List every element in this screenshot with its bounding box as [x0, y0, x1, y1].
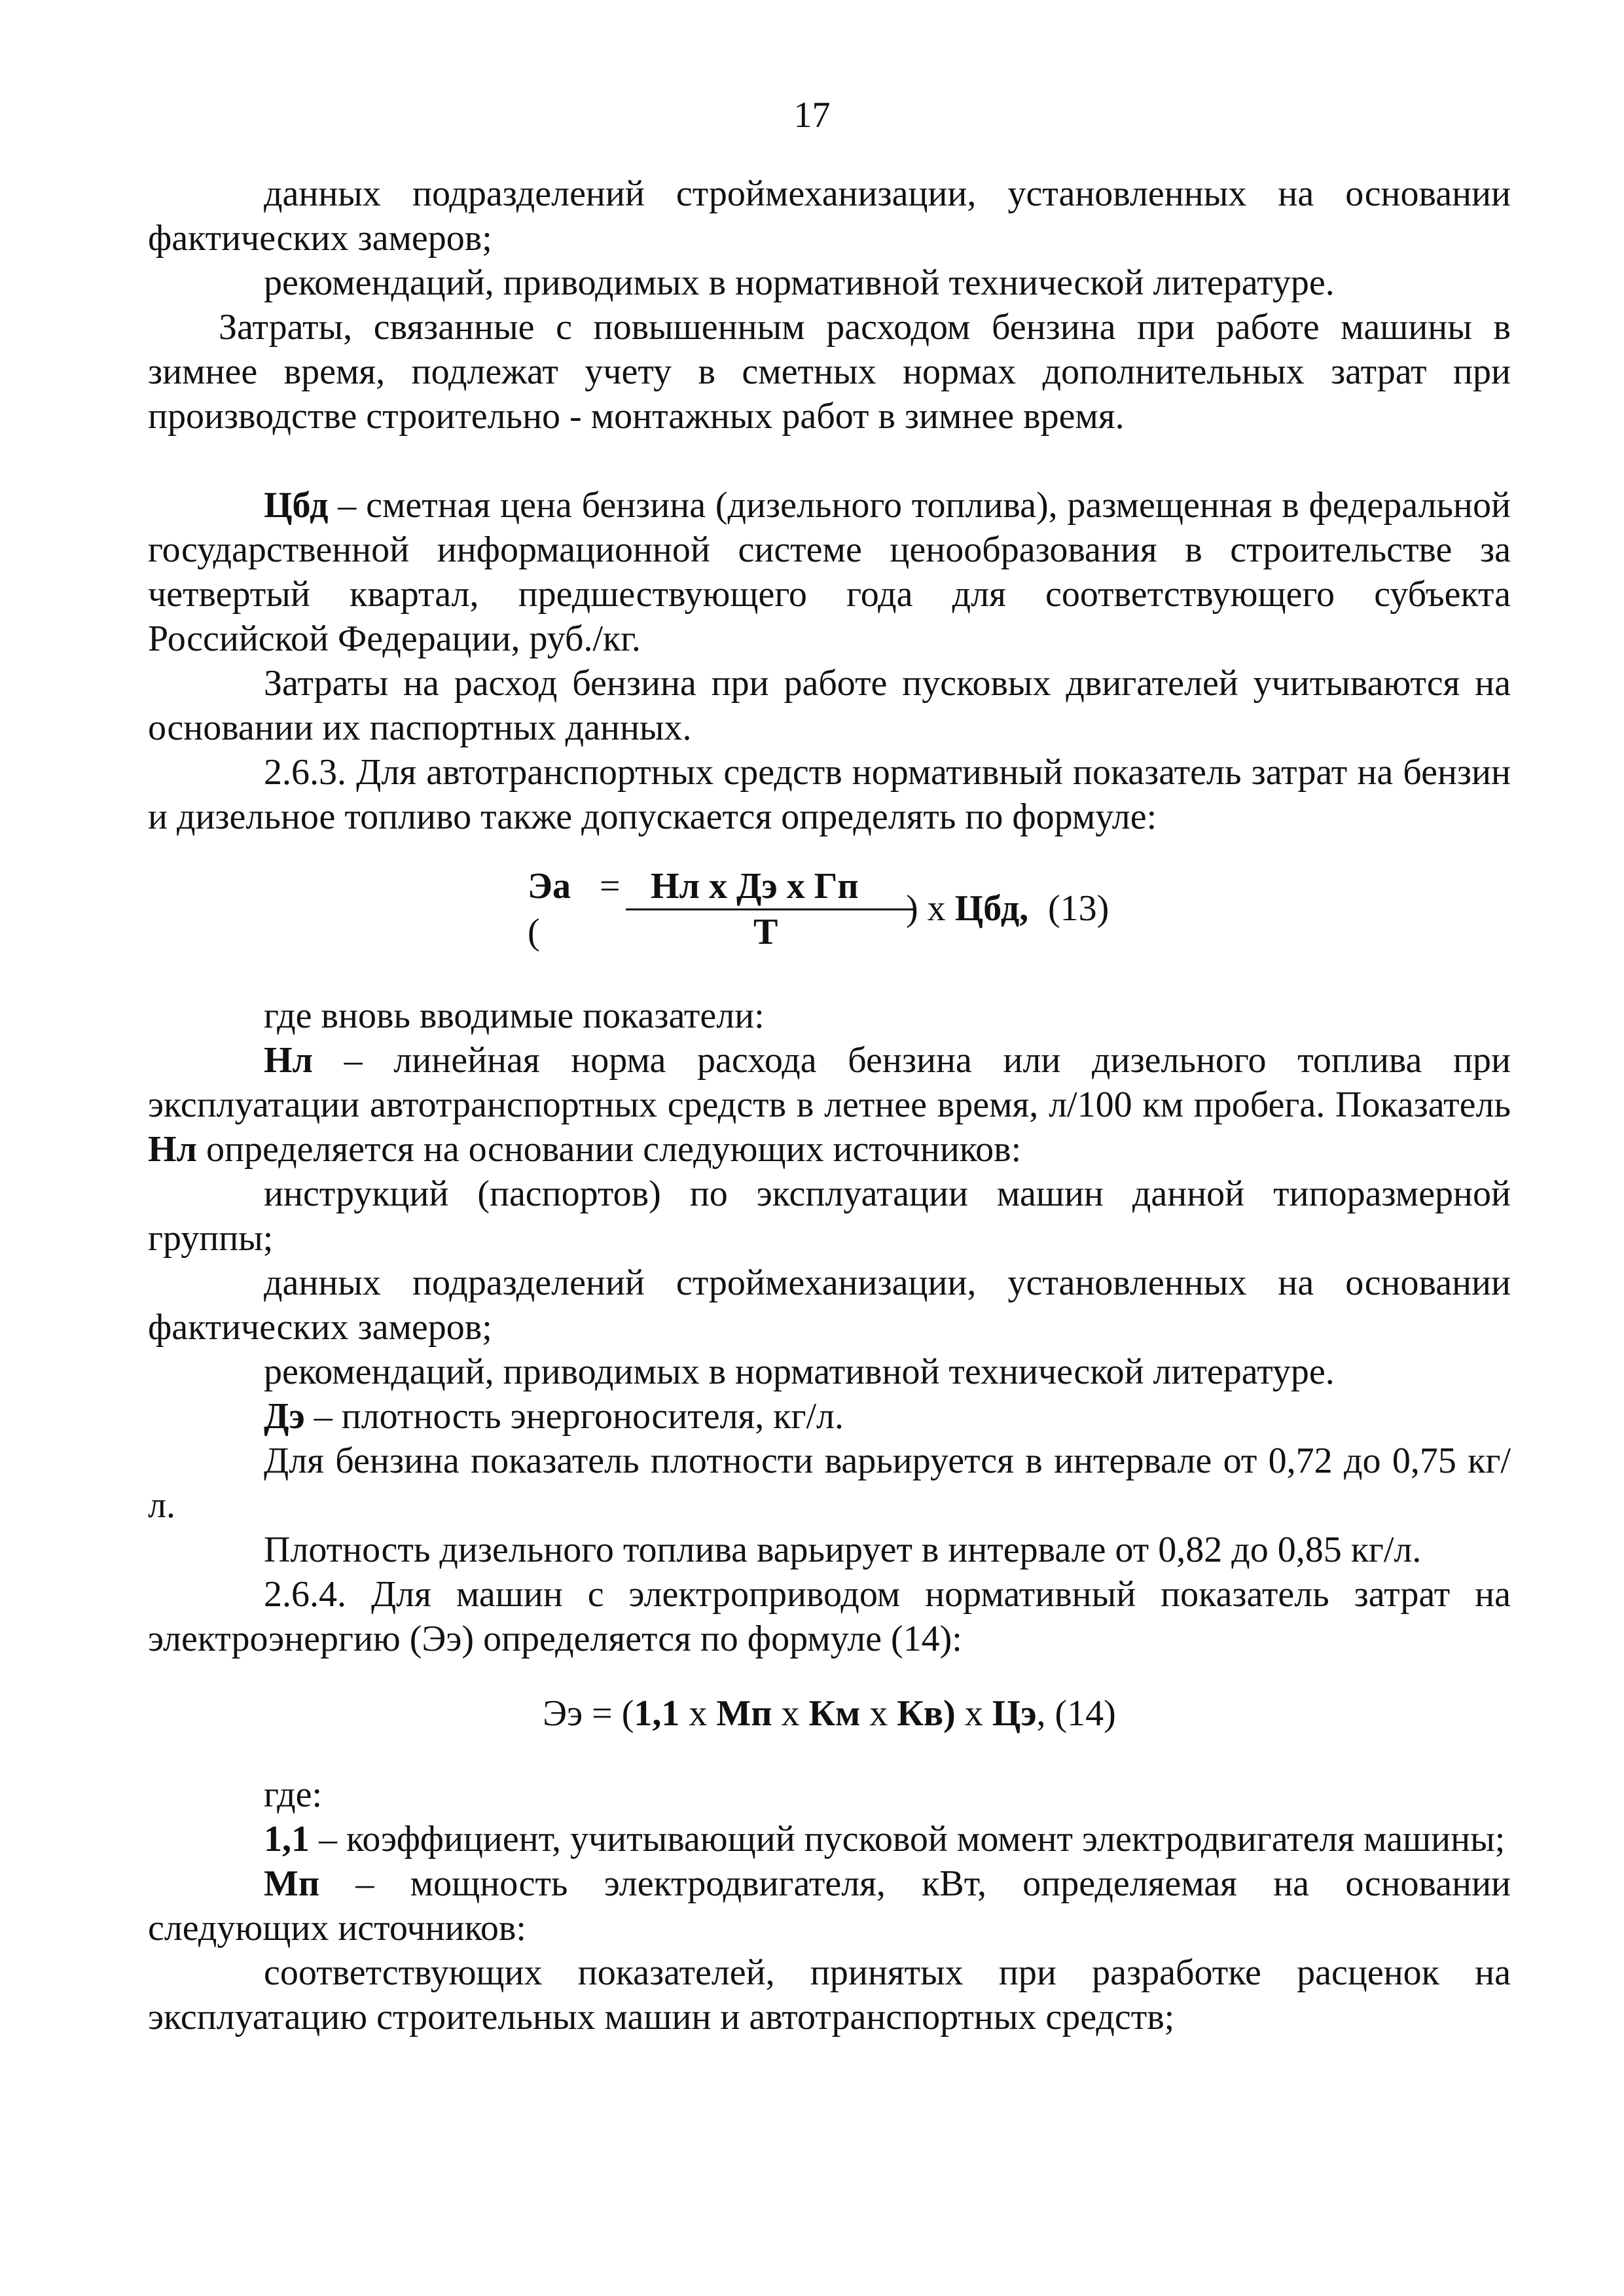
paragraph: данных подразделений строймеханизации, установленных на основании фактических замеров; [148, 1263, 1511, 1348]
paragraph: инструкций (паспортов) по эксплуатации машин данной типоразмерной группы; [148, 1174, 1511, 1259]
paragraph-coef: 1,1 – коэффициент, учитывающий пусковой момент электродвигателя машины; [264, 1819, 1506, 1859]
term-tsbd-definition: – сметная цена бензина (дизельного топлива), размещенная в федеральной государственной информационной системе ценообразования в строительстве за четвертый квартал, предшествующего года для соответствующего субъекта Российской Федерации, руб./кг. [148, 485, 1511, 659]
formula-13-numerator: Нл х Дэ х Гп [651, 866, 859, 906]
page-content [148, 171, 1511, 2039]
paragraph-tsbd [148, 483, 1511, 661]
paragraph: данных подразделений строймеханизации, установленных на основании фактических замеров; [148, 173, 1511, 259]
formula-13-denominator: Т [753, 912, 778, 952]
paragraph: Затраты, связанные с повышенным расходом бензина при работе машины в зимнее время, подлежат учету в сметных нормах дополнительных затрат при производстве строительно - монтажных работ в зимнее время. [148, 307, 1511, 437]
formula-14: Ээ = (1,1 х Мп х Км х Кв) х Цэ, (14) [543, 1693, 1116, 1734]
paragraph: рекомендаций, приводимых в нормативной технической литературе. [264, 262, 1335, 303]
paragraph: где: [264, 1774, 323, 1815]
paragraph: рекомендаций, приводимых в нормативной технической литературе. [264, 1352, 1335, 1392]
formula-13-equals: = [600, 866, 621, 906]
paragraph-mp: Мп – мощность электродвигателя, кВт, определяемая на основании следующих источников: [148, 1863, 1511, 1948]
formula-13-open-paren: ( [528, 912, 540, 952]
term-tsbd: Цбд [264, 485, 329, 526]
paragraph: Для бензина показатель плотности варьируется в интервале от 0,72 до 0,75 кг/л. [148, 1441, 1511, 1526]
formula-13 [148, 863, 1511, 994]
formula-13-lhs: Эа [528, 866, 571, 906]
paragraph: где вновь вводимые показатели: [264, 996, 765, 1036]
paragraph: соответствующих показателей, принятых при разработке расценок на эксплуатацию строительных машин и автотранспортных средств; [148, 1952, 1511, 2037]
paragraph: 2.6.4. Для машин с электроприводом нормативный показатель затрат на электроэнергию (Ээ) определяется по формуле (14): [148, 1574, 1511, 1659]
formula-13-tail: ) х Цбд, [906, 888, 1029, 929]
paragraph-nl: Нл – линейная норма расхода бензина или дизельного топлива при эксплуатации автотранспортных средств в летнее время, л/100 км пробега. Показатель Нл определяется на основании следующих источников: [148, 1040, 1511, 1170]
formula-13-number: (13) [1048, 888, 1110, 929]
page-number: 17 [793, 95, 831, 135]
paragraph-de: Дэ – плотность энергоносителя, кг/л. [264, 1396, 844, 1437]
paragraph: 2.6.3. Для автотранспортных средств нормативный показатель затрат на бензин и дизельное топливо также допускается определять по формуле: [148, 752, 1511, 837]
paragraph: Плотность дизельного топлива варьирует в интервале от 0,82 до 0,85 кг/л. [264, 1530, 1422, 1570]
paragraph: Затраты на расход бензина при работе пусковых двигателей учитываются на основании их паспортных данных. [148, 663, 1511, 748]
